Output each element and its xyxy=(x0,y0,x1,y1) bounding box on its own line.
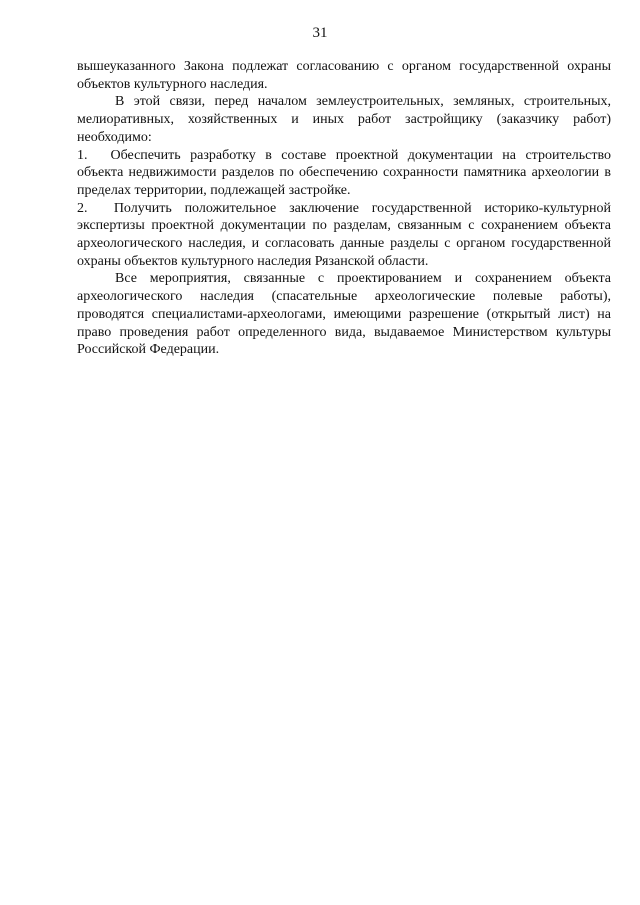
list-item-2 xyxy=(77,200,611,271)
list-text-2: Получить положительное заключение государственной историко-культурной экспертизы проектной документации по разделам, связанным с сохранением объекта археологического наследия, и согласовать данные разделы с органом государственной охраны объектов культурного наследия Рязанской области. xyxy=(77,200,611,269)
paragraph-continuation: вышеуказанного Закона подлежат согласованию с органом государственной охраны объектов культурного наследия. xyxy=(77,59,611,92)
list-number-2: 2. xyxy=(77,200,88,216)
list-number-1: 1. xyxy=(77,147,88,163)
paragraph-measures: Все мероприятия, связанные с проектированием и сохранением объекта археологического наследия (спасательные археологические полевые работы), проводятся специалистами-археологами, имеющими разрешение (открытый лист) на право проведения работ определенного вида, выдаваемое Министерством культуры Российской Федерации. xyxy=(77,271,611,358)
document-body xyxy=(77,58,611,359)
paragraph-requirements-intro: В этой связи, перед началом землеустроительных, земляных, строительных, мелиоративных, хозяйственных и иных работ застройщику (заказчику работ) необходимо: xyxy=(77,94,611,145)
list-item-1 xyxy=(77,147,611,200)
page-number: 31 xyxy=(312,25,328,41)
list-text-1: Обеспечить разработку в составе проектной документации на строительство объекта недвижимости разделов по обеспечению сохранности памятника археологии в пределах территории, подлежащей застройке. xyxy=(77,147,612,198)
